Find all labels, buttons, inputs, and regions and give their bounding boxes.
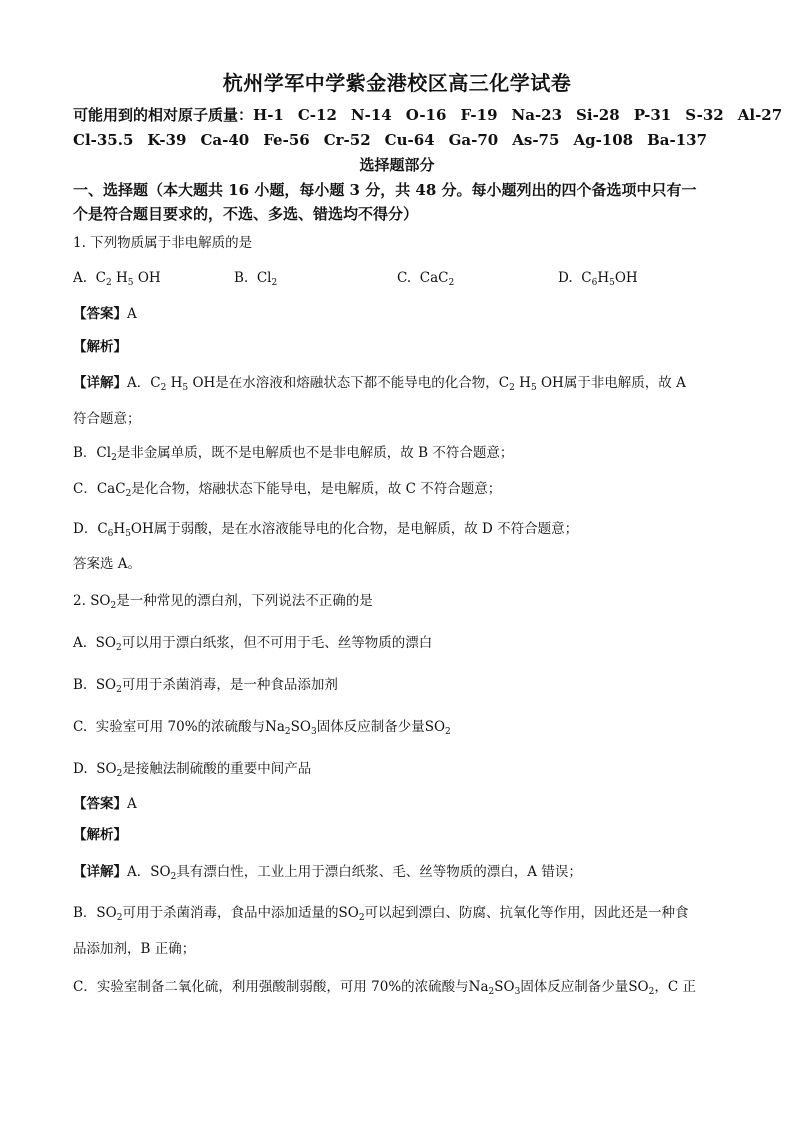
mass-item: Fe-56 <box>263 131 310 149</box>
detail-prefix: B． <box>73 905 97 921</box>
formula-part: C <box>498 375 510 391</box>
mass-item: Si-28 <box>576 106 620 124</box>
formula-sub: 2 <box>271 278 278 288</box>
formula-part: SO <box>96 905 117 921</box>
formula-sub: 5 <box>125 529 131 539</box>
q1-detail-a-cont: 符合题意； <box>73 411 141 427</box>
answer-value: A <box>127 306 137 322</box>
q1-analysis-label <box>73 338 733 356</box>
detail-text: 属于非电解质，故 A <box>563 375 686 391</box>
detail-text: 可以起到漂白、防腐、抗氧化等作用，因此还是一种食 <box>364 905 689 921</box>
detail-text: 固体反应制备少量 <box>520 979 629 995</box>
q2-option-d <box>73 760 733 778</box>
formula-part: C <box>581 270 592 286</box>
formula-part: SO <box>424 719 446 735</box>
option-text: 是接触法制硫酸的重要中间产品 <box>122 761 312 777</box>
atomic-masses-label: 可能用到的相对原子质量： <box>73 106 254 124</box>
formula-part: OH <box>130 521 154 537</box>
answer-value: A <box>127 796 137 812</box>
mass-item: Na-23 <box>511 106 563 124</box>
formula-part: H <box>116 270 128 286</box>
formula-sub: 2 <box>116 685 122 695</box>
formula-part: CaC <box>96 481 126 497</box>
q1-option-a <box>73 270 161 286</box>
detail-text: ，C 正 <box>654 979 696 995</box>
detail-prefix: D． <box>73 521 98 537</box>
formula-part: C <box>150 375 161 391</box>
formula-sub: 6 <box>591 278 598 288</box>
formula-sub: 2 <box>116 769 123 779</box>
detail-prefix: A． <box>127 864 151 880</box>
mass-item: O-16 <box>405 106 447 124</box>
formula-part: C <box>97 521 108 537</box>
q2-detail-b-cont: 品添加剂，B 正确； <box>73 941 196 957</box>
q2-detail-c <box>73 978 733 996</box>
formula-sub: 2 <box>488 987 495 997</box>
q1-answer <box>73 305 733 323</box>
formula-sub: 2 <box>116 913 123 923</box>
q1-detail-b <box>73 444 733 462</box>
mass-item: H-1 <box>253 106 284 124</box>
q2-option-c <box>73 718 733 736</box>
formula-part: SO <box>494 979 515 995</box>
mass-item: Cr-52 <box>323 131 371 149</box>
detail-text: 是在水溶液和熔融状态下都不能导电的化合物， <box>215 375 499 391</box>
detail-text: 属于弱酸，是在水溶液能导电的化合物，是电解质，故 D 不符合题意； <box>153 521 579 537</box>
option-letter: C. <box>397 270 412 286</box>
formula-part: OH <box>192 375 216 391</box>
formula-part: SO <box>338 905 359 921</box>
mass-item: Ga-70 <box>448 131 499 149</box>
q2-analysis-label <box>73 826 733 844</box>
q2-detail-b <box>73 904 733 922</box>
mass-item: Ag-108 <box>573 131 634 149</box>
formula-sub: 5 <box>530 383 537 393</box>
option-letter: B. <box>234 270 249 286</box>
formula-sub: 5 <box>609 278 615 288</box>
formula-part: H <box>597 270 610 286</box>
formula-part: Cl <box>256 270 272 286</box>
formula-part: SO <box>95 635 116 651</box>
q2-option-a <box>73 634 733 652</box>
formula-sub: 3 <box>514 987 521 997</box>
formula-part: SO <box>290 719 311 735</box>
analysis-label: 【解析】 <box>73 339 127 355</box>
mass-item: P-31 <box>633 106 672 124</box>
q1-option-b <box>234 270 277 286</box>
formula-part: Cl <box>96 445 112 461</box>
section-heading-line-1: 一、选择题（本大题共 16 小题，每小题 3 分，共 48 分。每小题列出的四个备选项中只有一 <box>73 181 697 199</box>
detail-label: 【详解】 <box>73 864 127 880</box>
detail-label: 【详解】 <box>73 375 127 391</box>
formula-sub: 2 <box>160 383 167 393</box>
page-title: 杭州学军中学紫金港校区高三化学试卷 <box>222 71 572 95</box>
formula-part: SO <box>90 593 111 609</box>
detail-prefix: A． <box>127 375 151 391</box>
detail-text: 可用于杀菌消毒，食品中添加适量的 <box>122 905 339 921</box>
formula-part: H <box>170 375 183 391</box>
q1-stem: 1. 下列物质属于非电解质的是 <box>73 235 253 251</box>
detail-text: 是非金属单质，既不是电解质也不是非电解质，故 B 不符合题意； <box>116 445 514 461</box>
formula-sub: 2 <box>111 453 117 463</box>
detail-text: 是化合物，熔融状态下能导电，是电解质，故 C 不符合题意； <box>131 481 502 497</box>
formula-sub: 2 <box>110 601 117 611</box>
q1-option-d <box>558 270 638 286</box>
option-text: 可以用于漂白纸浆，但不可用于毛、丝等物质的漂白 <box>121 635 433 651</box>
q1-conclusion: 答案选 A。 <box>73 556 142 572</box>
mass-item: S-32 <box>685 106 724 124</box>
option-text: 实验室可用 70%的浓硫酸与 <box>95 719 266 735</box>
detail-prefix: C． <box>73 979 97 995</box>
detail-prefix: C． <box>73 481 97 497</box>
atomic-masses-row-1 <box>73 106 783 124</box>
mass-item: K-39 <box>147 131 187 149</box>
formula-part: OH <box>137 270 161 286</box>
option-text: 可用于杀菌消毒，是一种食品添加剂 <box>121 677 338 693</box>
mass-item: Ca-40 <box>200 131 250 149</box>
option-letter: A. <box>73 270 88 286</box>
formula-sub: 2 <box>170 872 177 882</box>
formula-sub: 2 <box>358 913 365 923</box>
formula-sub: 6 <box>107 529 114 539</box>
answer-label: 【答案】 <box>73 306 127 322</box>
mass-item: As-75 <box>512 131 560 149</box>
mass-item: Ba-137 <box>647 131 708 149</box>
stem-text: 是一种常见的漂白剂，下列说法不正确的是 <box>116 593 373 609</box>
part-title: 选择题部分 <box>359 156 435 174</box>
q2-answer <box>73 795 733 813</box>
formula-sub: 2 <box>448 278 455 288</box>
formula-sub: 2 <box>284 727 291 737</box>
section-heading-line-2: 个是符合题目要求的，不选、多选、错选均不得分） <box>73 205 419 223</box>
question-number: 2. <box>73 593 86 609</box>
detail-text: 实验室制备二氧化硫，利用强酸制弱酸，可用 70%的浓硫酸与 <box>96 979 469 995</box>
mass-item: Cu-64 <box>384 131 435 149</box>
formula-sub: 5 <box>127 278 134 288</box>
formula-sub: 2 <box>105 278 112 288</box>
formula-sub: 2 <box>445 727 451 737</box>
formula-part: SO <box>150 864 171 880</box>
formula-sub: 2 <box>115 643 122 653</box>
option-letter: A. <box>73 635 88 651</box>
option-letter: B. <box>73 677 88 693</box>
formula-part: Na <box>468 979 489 995</box>
option-letter: C. <box>73 719 88 735</box>
q2-option-b <box>73 676 733 694</box>
formula-sub: 2 <box>509 383 515 393</box>
option-letter: D. <box>73 761 88 777</box>
formula-part: CaC <box>419 270 449 286</box>
analysis-label: 【解析】 <box>73 827 127 843</box>
formula-sub: 2 <box>648 987 655 997</box>
q2-stem <box>73 592 733 610</box>
detail-text: 具有漂白性，工业上用于漂白纸浆、毛、丝等物质的漂白，A 错误； <box>176 864 582 880</box>
q1-detail-c <box>73 480 733 498</box>
atomic-masses-row-2 <box>73 131 733 149</box>
formula-part: OH <box>614 270 638 286</box>
q2-detail-a <box>73 863 733 881</box>
formula-part: H <box>113 521 126 537</box>
q1-detail-a <box>73 374 733 392</box>
formula-part: Na <box>265 719 285 735</box>
option-letter: D. <box>558 270 573 286</box>
option-text: 固体反应制备少量 <box>316 719 425 735</box>
mass-item: F-19 <box>460 106 498 124</box>
mass-item: Al-27 <box>737 106 783 124</box>
formula-part: OH <box>540 375 564 391</box>
formula-part: C <box>95 270 106 286</box>
q1-option-c <box>397 270 454 286</box>
detail-prefix: B． <box>73 445 97 461</box>
mass-item: N-14 <box>350 106 392 124</box>
mass-item: C-12 <box>297 106 337 124</box>
formula-part: SO <box>628 979 649 995</box>
formula-sub: 3 <box>310 727 317 737</box>
formula-sub: 5 <box>182 383 189 393</box>
answer-label: 【答案】 <box>73 796 127 812</box>
formula-part: SO <box>95 677 117 693</box>
mass-item: Cl-35.5 <box>73 131 134 149</box>
formula-part: SO <box>96 761 117 777</box>
formula-sub: 2 <box>125 489 132 499</box>
formula-part: H <box>519 375 531 391</box>
q1-detail-d <box>73 520 733 538</box>
